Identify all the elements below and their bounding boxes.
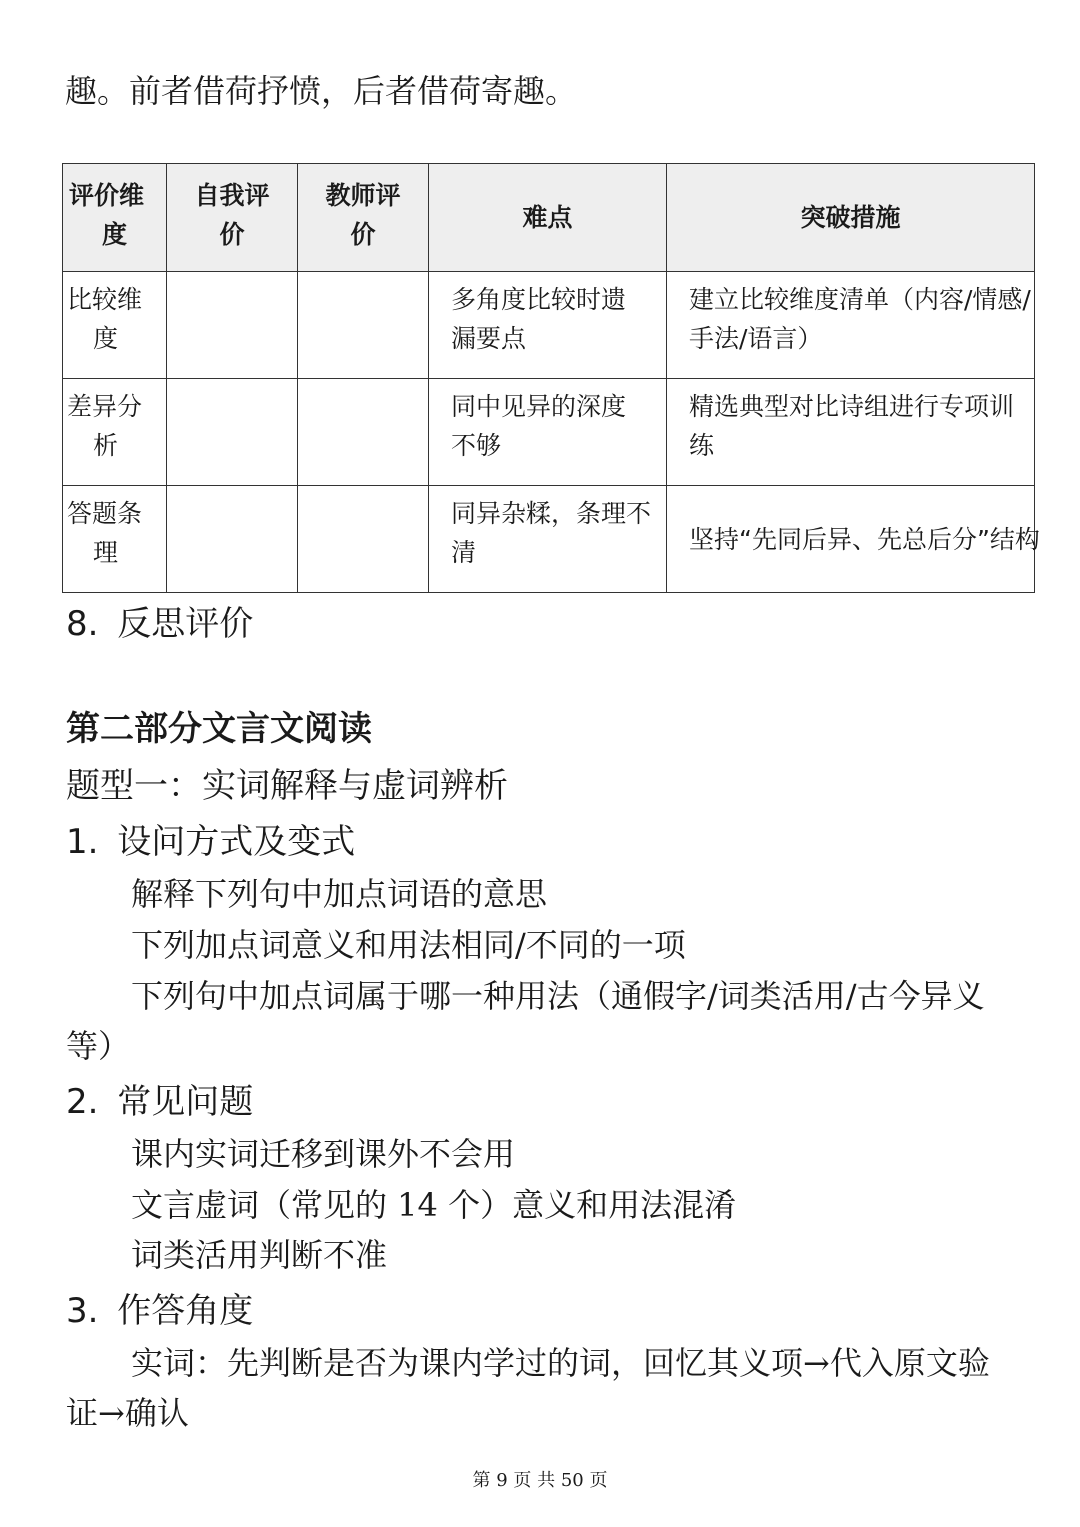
paragraph-line: 文言虚词（常见的 14 个）意义和用法混淆: [131, 1186, 737, 1224]
question-type-title: 题型一：实词解释与虚词辨析: [66, 766, 508, 806]
section-number: 8.: [66, 604, 99, 644]
table-row: [63, 486, 1035, 593]
cell-dimension: 比较维 度: [63, 272, 167, 379]
page-footer: 第 9 页 共 50 页: [472, 1470, 608, 1491]
cell-self-eval: [167, 486, 298, 593]
part-title: 第二部分文言文阅读: [66, 709, 372, 749]
cell-measure: 精选典型对比诗组进行专项训 练: [667, 379, 1035, 486]
cell-self-eval: [167, 272, 298, 379]
cell-dimension: 差异分 析: [63, 379, 167, 486]
header-self-eval: 自我评 价: [167, 164, 298, 272]
cell-dimension: 答题条 理: [63, 486, 167, 593]
cell-difficulty: 同异杂糅，条理不 清: [429, 486, 667, 593]
paragraph-line: 解释下列句中加点词语的意思: [131, 875, 548, 913]
cell-self-eval: [167, 379, 298, 486]
paragraph-line: 证→确认: [66, 1394, 189, 1432]
paragraph-line: 等）: [66, 1027, 131, 1065]
cell-teacher-eval: [298, 486, 429, 593]
header-measures: 突破措施: [667, 164, 1035, 272]
table-header-row: [63, 164, 1035, 272]
cell-measure: 坚持“先同后异、先总后分”结构: [667, 486, 1035, 593]
cell-difficulty: 同中见异的深度 不够: [429, 379, 667, 486]
paragraph-line: 课内实词迁移到课外不会用: [131, 1135, 516, 1173]
table-row: [63, 379, 1035, 486]
section-8-heading: [66, 596, 253, 645]
cell-teacher-eval: [298, 272, 429, 379]
paragraph-line: 词类活用判断不准: [131, 1236, 388, 1274]
cell-teacher-eval: [298, 379, 429, 486]
paragraph-line: 实词：先判断是否为课内学过的词，回忆其义项→代入原文验: [131, 1344, 990, 1382]
subsection-1-heading: 1. 设问方式及变式: [66, 822, 356, 862]
section-title: 反思评价: [117, 604, 254, 644]
header-teacher-eval: 教师评 价: [298, 164, 429, 272]
cell-measure: 建立比较维度清单（内容/情感/ 手法/语言）: [667, 272, 1035, 379]
paragraph-line: 下列加点词意义和用法相同/不同的一项: [131, 926, 686, 964]
subsection-2-heading: 2. 常见问题: [66, 1082, 254, 1122]
header-dimension: 评价维 度: [63, 164, 167, 272]
cell-difficulty: 多角度比较时遗 漏要点: [429, 272, 667, 379]
subsection-3-heading: 3. 作答角度: [66, 1291, 254, 1331]
header-difficulty: 难点: [429, 164, 667, 272]
paragraph-line: 下列句中加点词属于哪一种用法（通假字/词类活用/古今异义: [131, 977, 985, 1015]
intro-line: 趣。前者借荷抒愤，后者借荷寄趣。: [65, 72, 578, 110]
evaluation-table: [62, 163, 1040, 593]
table-row: [63, 272, 1035, 379]
